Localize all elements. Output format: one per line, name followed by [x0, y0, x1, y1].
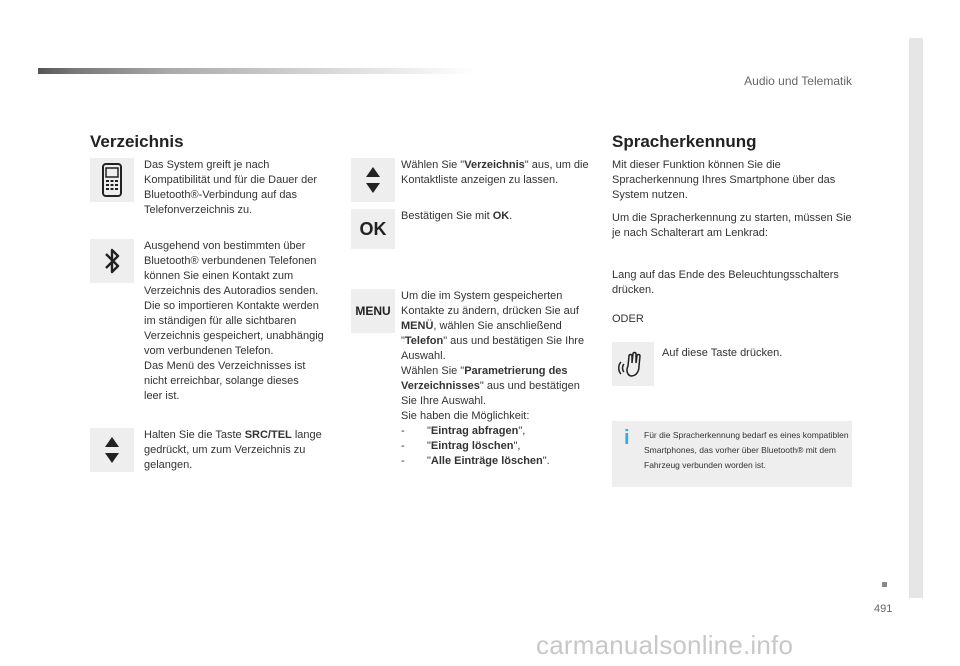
options-list: [401, 424, 593, 469]
list-item: - "Eintrag abfragen",: [401, 425, 526, 437]
left-paragraph-3: Halten Sie die Taste SRC/TEL lange gedrückt, um zum Verzeichnis zu gelangen.: [144, 429, 322, 471]
header-gradient-bar: [38, 68, 478, 74]
page-dot: [882, 582, 887, 587]
spracherkennung-title: Spracherkennung: [612, 132, 757, 151]
ok-label: OK: [359, 218, 387, 239]
page-number: 491: [874, 603, 893, 615]
verzeichnis-title: Verzeichnis: [90, 132, 184, 151]
menu-button-icon: [351, 289, 395, 333]
middle-paragraph-1: Wählen Sie "Verzeichnis" aus, um die Kontaktliste anzeigen zu lassen.: [401, 159, 589, 186]
voice-hand-icon: [612, 342, 654, 386]
right-paragraph-4: Auf diese Taste drücken.: [662, 347, 783, 359]
watermark: carmanualsonline.info: [536, 630, 794, 660]
left-paragraph-1: Das System greift je nach Kompatibilität und für die Dauer der Bluetooth®-Verbindung auf das Telefonverzeichnis zu.: [144, 159, 318, 216]
left-paragraph-2: Ausgehend von bestimmten über Bluetooth® verbundenen Telefonen können Sie einen Kontakt zum Verzeichnis des Autoradios senden. Die so importieren Kontakte werden im ständigen für alle sichtbaren Verzeichnis gespeichert, unabhängig vom verbundenen Telefon. Das Menü des Verzeichnisses ist nicht erreichbar, solange dieses leer ist.: [144, 240, 324, 402]
middle-paragraph-2: Bestätigen Sie mit OK.: [401, 210, 513, 222]
right-paragraph-2: Um die Spracherkennung zu starten, müssen Sie je nach Schalterart am Lenkrad:: [612, 212, 852, 239]
up-down-arrows-icon: [90, 428, 134, 472]
section-title: Audio und Telematik: [744, 74, 852, 88]
oder-label: ODER: [612, 313, 644, 325]
phone-icon: [90, 158, 134, 202]
list-item: - "Eintrag löschen",: [401, 440, 521, 452]
list-item: - "Alle Einträge löschen".: [401, 455, 550, 467]
bluetooth-icon: [90, 239, 134, 283]
info-text: Für die Spracherkennung bedarf es eines kompatiblen Smartphones, das vorher über Bluetooth® mit dem Fahrzeug verbunden worden ist.: [644, 430, 849, 470]
right-paragraph-1: Mit dieser Funktion können Sie die Spracherkennung Ihres Smartphone über das System nutzen.: [612, 159, 836, 201]
right-paragraph-3: Lang auf das Ende des Beleuchtungsschalters drücken.: [612, 269, 839, 296]
menu-label: MENU: [355, 304, 391, 318]
info-icon: i: [624, 427, 630, 449]
ok-button-icon: [351, 209, 395, 249]
up-down-arrows-icon: [351, 158, 395, 202]
side-strip: [909, 38, 923, 598]
middle-paragraph-3: Um die im System gespeicherten Kontakte zu ändern, drücken Sie auf MENÜ, wählen Sie anschließend "Telefon" aus und bestätigen Sie Ihre Auswahl. Wählen Sie "Parametrierung des Verzeichnisses" aus und bestätigen Sie Ihre Auswahl. Sie haben die Möglichkeit: - "Eintrag abfragen", - "Eintrag löschen", - "Alle Einträge löschen".: [401, 289, 593, 469]
